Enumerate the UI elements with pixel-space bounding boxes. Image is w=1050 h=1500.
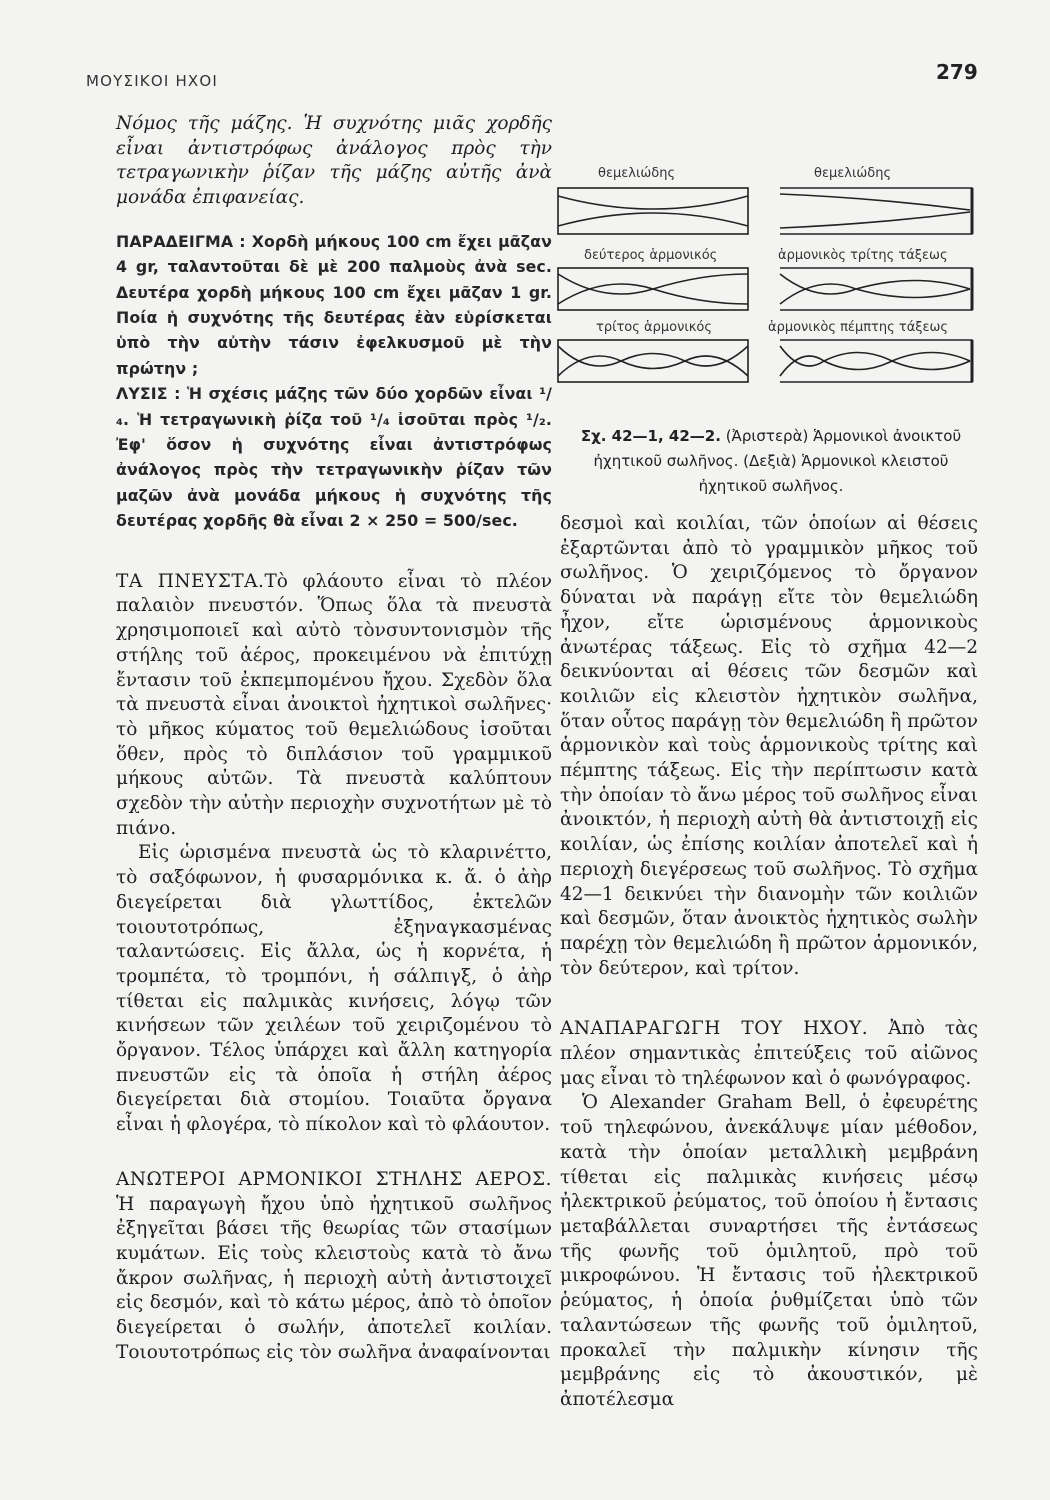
- open-pipe-second: [558, 268, 748, 310]
- harmonics-paragraph: [116, 1168, 552, 1366]
- label-closed-fundamental: θεμελιώδης: [814, 166, 892, 181]
- open-pipe-fundamental: [558, 188, 748, 234]
- winds-paragraph: [116, 570, 552, 842]
- law-of-mass: Νόμος τῆς μάζης. Ἡ συχνότης μιᾶς χορδῆς εἶναι ἀντιστρόφως ἀνάλογος πρὸς τὴν τετραγωνικὴν ῥίζαν τῆς μάζης αὐτῆς ἀνὰ μονάδα ἐπιφανείας.: [116, 113, 552, 209]
- closed-pipe-fifth: [780, 340, 972, 382]
- label-open-fundamental: θεμελιώδης: [598, 166, 676, 181]
- pipe-diagram: [556, 164, 978, 414]
- closed-pipe-fundamental: [780, 188, 972, 234]
- closed-pipe-third: [780, 268, 972, 310]
- reproduction-heading: ΑΝΑΠΑΡΑΓΩΓΗ ΤΟΥ ΗΧΟΥ.: [560, 1018, 869, 1040]
- solution-label: ΛΥΣΙΣ :: [116, 384, 181, 404]
- label-open-third: τρίτος ἁρμονικός: [596, 320, 712, 335]
- open-pipe-third: [558, 340, 748, 382]
- reproduction-text: Ἀπὸ τὰς πλέον σημαντικὰς ἐπιτεύξεις τοῦ αἰῶνος μας εἶναι τὸ τηλέφωνον καὶ ὁ φωνόγραφος.: [560, 1018, 978, 1089]
- pipe-continuation: δεσμοὶ καὶ κοιλίαι, τῶν ὁποίων αἱ θέσεις ἐξαρτῶνται ἀπὸ τὸ γραμμικὸν μῆκος τοῦ σωλῆνος. Ὁ χειριζόμενος τὸ ὄργανον δύναται νὰ παράγῃ εἴτε τὸν θεμελιώδη ἦχον, εἴτε ὡρισμένους ἁρμονικοὺς ἀνωτέρας τάξεως. Εἰς τὸ σχῆμα 42—2 δεικνύονται αἱ θέσεις τῶν δεσμῶν καὶ κοιλιῶν εἰς κλειστὸν ἠχητικὸν σωλῆνα, ὅταν οὗτος παράγῃ τὸν θεμελιώδη ἢ πρῶτον ἁρμονικὸν καὶ τοὺς ἁρμονικοὺς τρίτης καὶ πέμπτης τάξεως. Εἰς τὴν περίπτωσιν κατὰ τὴν ὁποίαν τὸ ἄνω μέρος τοῦ σωλῆνος εἶναι ἀνοικτόν, ἡ περιοχὴ αὐτὴ θὰ ἀντιστοιχῇ εἰς κοιλίαν, ὡς ἐπίσης κοιλίαν ἀποτελεῖ καὶ ἡ περιοχὴ διεγέρσεως τοῦ σωλῆνος. Τὸ σχῆμα 42—1 δεικνύει τὴν διανομὴν τῶν κοιλιῶν καὶ δεσμῶν, ὅταν ἀνοικτὸς ἠχητικὸς σωλὴν παρέχῃ τὸν θεμελιώδη ἢ πρῶτον ἁρμονικόν, τὸν δεύτερον, καὶ τρίτον.: [560, 513, 978, 979]
- example-label: ΠΑΡΑΔΕΙΓΜΑ :: [116, 231, 246, 251]
- page-number: 279: [936, 60, 978, 84]
- label-open-second: δεύτερος ἁρμονικός: [584, 248, 718, 263]
- winds-paragraph-2: Εἰς ὡρισμένα πνευστὰ ὡς τὸ κλαρινέττο, τὸ σαξόφωνον, ἡ φυσαρμόνικα κ. ἄ. ὁ ἀὴρ διεγείρεται διὰ γλωττίδος, ἐκτελῶν τοιουτοτρόπως, ἐξηναγκασμένας ταλαντώσεις. Εἰς ἄλλα, ὡς ἡ κορνέτα, ἡ τρομπέτα, τὸ τρομπόνι, ἡ σάλπιγξ, ὁ ἀὴρ τίθεται εἰς παλμικὰς κινήσεις, λόγῳ τῶν κινήσεων τῶν χειλέων τοῦ χειριζομένου τὸ ὄργανον. Τέλος ὑπάρχει καὶ ἄλλη κατηγορία πνευστῶν εἰς τὰ ὁποῖα ἡ στήλη ἀέρος διεγείρεται διὰ στομίου. Τοιαῦτα ὄργανα εἶναι ἡ φλογέρα, τὸ πίκολον καὶ τὸ φλάουτον.: [116, 842, 552, 1136]
- bell-paragraph: Ὁ Alexander Graham Bell, ὁ ἐφευρέτης τοῦ τηλεφώνου, ἀνεκάλυψε μίαν μέθοδον, κατὰ τὴν ὁποίαν μεταλλικὴ μεμβράνη τίθεται εἰς παλμικὰς κινήσεις μέσῳ ἠλεκτρικοῦ ῥεύματος, τοῦ ὁποίου ἡ ἔντασις μεταβάλλεται συναρτήσει τῆς ἐντάσεως τῆς φωνῆς τοῦ ὁμιλητοῦ, πρὸ τοῦ μικροφώνου. Ἡ ἔντασις τοῦ ἠλεκτρικοῦ ῥεύματος, ἡ ὁποία ῥυθμίζεται ὑπὸ τῶν ταλαντώσεων τῆς φωνῆς τοῦ ὁμιλητοῦ, προκαλεῖ τὴν παλμικὴν κίνησιν τῆς μεμβράνης εἰς τὸ ἀκουστικόν, μὲ ἀποτέλεσμα: [560, 1092, 978, 1410]
- caption-text: (Ἀριστερὰ) Ἁρμονικοὶ ἀνοικτοῦ ἠχητικοῦ σωλῆνος. (Δεξιὰ) Ἁρμονικοὶ κλειστοῦ ἠχητικοῦ σωλῆνος.: [593, 427, 962, 495]
- solution-block: [116, 381, 552, 533]
- reproduction-paragraph: [560, 1017, 978, 1091]
- harmonics-text: Ἡ παραγωγὴ ἤχου ὑπὸ ἠχητικοῦ σωλῆνος ἐξηγεῖται βάσει τῆς θεωρίας τῶν στασίμων κυμάτων. Εἰς τοὺς κλειστοὺς κατὰ τὸ ἄνω ἄκρον σωλῆνας, ἡ περιοχὴ αὐτὴ ἀντιστοιχεῖ εἰς δεσμόν, καὶ τὸ κάτω μέρος, ἀπὸ τὸ ὁποῖον διεγείρεται ὁ σωλήν, ἀποτελεῖ κοιλίαν. Τοιουτοτρόπως εἰς τὸν σωλῆνα ἀναφαίνονται: [116, 1193, 552, 1363]
- right-column: [560, 512, 978, 1413]
- winds-heading: ΤΑ ΠΝΕΥΣΤΑ.: [116, 570, 265, 592]
- example-block: [116, 229, 552, 381]
- label-closed-fifth: ἁρμονικὸς πέμπτης τάξεως: [768, 320, 949, 335]
- pipe-harmonics-figure: [556, 164, 978, 414]
- solution-text: Ἡ σχέσις μάζης τῶν δύο χορδῶν εἶναι ¹/₄. Ἡ τετραγωνικὴ ῥίζα τοῦ ¹/₄ ἰσοῦται πρὸς ¹/₂. Ἐφ' ὅσον ἡ συχνότης εἶναι ἀντιστρόφως ἀνάλογος πρὸς τὴν τετραγωνικὴν ῥίζαν τῶν μαζῶν ἀνὰ μονάδα μήκους ἡ συχνότης τῆς δευτέρας χορδῆς θὰ εἶναι 2 × 250 = 500/sec.: [116, 384, 552, 531]
- caption-reference: Σχ. 42—1, 42—2.: [580, 427, 721, 445]
- winds-text: Τὸ φλάουτο εἶναι τὸ πλέον παλαιὸν πνευστόν. Ὅπως ὅλα τὰ πνευστὰ χρησιμοποιεῖ καὶ αὐτὸ τὸνσυντονισμὸν τῆς στήλης τοῦ ἀέρος, προκειμένου νὰ ἐπιτύχῃ ἔντασιν τοῦ ἐκπεμπομένου ἤχου. Σχεδὸν ὅλα τὰ πνευστὰ εἶναι ἀνοικτοὶ ἠχητικοὶ σωλῆνες· τὸ μῆκος κύματος τοῦ θεμελιώδους ἰσοῦται ὅθεν, πρὸς τὸ διπλάσιον τοῦ γραμμικοῦ μήκους αὐτῶν. Τὰ πνευστὰ καλύπτουν σχεδὸν τὴν αὐτὴν περιοχὴν συχνοτήτων μὲ τὸ πιάνο.: [116, 570, 553, 839]
- running-head: ΜΟΥΣΙΚΟΙ ΗΧΟΙ: [86, 72, 219, 90]
- example-text: Χορδὴ μήκους 100 cm ἔχει μᾶζαν 4 gr, ταλαντοῦται δὲ μὲ 200 παλμοὺς ἀνὰ sec. Δευτέρα χορδὴ μήκους 100 cm ἔχει μᾶζαν 1 gr. Ποία ἡ συχνότης τῆς δευτέρας ἐὰν εὑρίσκεται ὑπὸ τὴν αὐτὴν τάσιν ἐφελκυσμοῦ μὲ τὴν πρώτην ;: [116, 231, 552, 378]
- harmonics-heading: ΑΝΩΤΕΡΟΙ ΑΡΜΟΝΙΚΟΙ ΣΤΗΛΗΣ ΑΕΡΟΣ.: [116, 1168, 552, 1190]
- label-closed-third: ἁρμονικὸς τρίτης τάξεως: [778, 248, 948, 263]
- figure-caption: [566, 424, 976, 499]
- left-column: [116, 112, 552, 1365]
